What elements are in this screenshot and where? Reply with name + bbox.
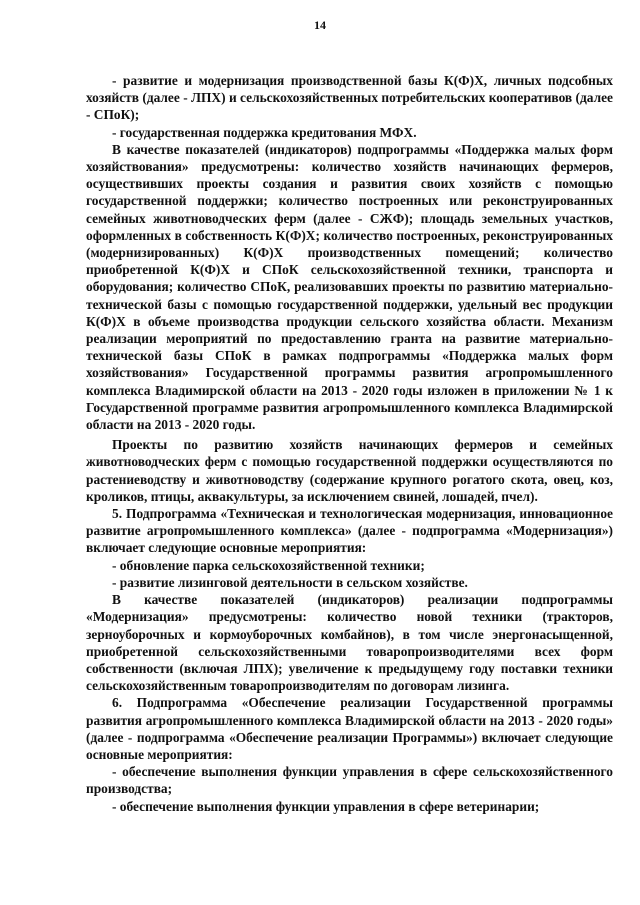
paragraph: - обеспечение выполнения функции управления в сфере сельскохозяйственного производства;: [86, 764, 613, 797]
document-body: [86, 72, 613, 815]
paragraph: В качестве показателей (индикаторов) реализации подпрограммы «Модернизация» предусмотрены: количество новой техники (тракторов, зерноуборочных и кормоуборочных комбайнов), в том числе энергонасыщенной, приобретенной сельскохозяйственными товаропроизводителями всех форм собственности (включая ЛПХ); увеличение к предыдущему году поставки техники сельскохозяйственным товаропроизводителям по договорам лизинга.: [86, 592, 613, 694]
paragraph: 5. Подпрограмма «Техническая и технологическая модернизация, инновационное развитие агропромышленного комплекса» (далее - подпрограмма «Модернизация») включает следующие основные мероприятия:: [86, 506, 613, 556]
paragraph: - государственная поддержка кредитования МФХ.: [112, 124, 417, 140]
paragraph: В качестве показателей (индикаторов) подпрограммы «Поддержка малых форм хозяйствования» предусмотрены: количество хозяйств начинающих фермеров, осуществивших проекты создания и развития своих хозяйств с помощью государственной поддержки; количество построенных или реконструированных семейных животноводческих ферм (далее - СЖФ); площадь земельных участков, оформленных в собственность К(Ф)Х; количество построенных, реконструированных (модернизированных) К(Ф)Х производственных помещений; количество приобретенной К(Ф)Х и СПоК сельскохозяйственной техники, транспорта и оборудования; количество СПоК, реализовавших проекты по развитию материально-технической базы с помощью государственной поддержки, удельный вес продукции К(Ф)Х в объеме производства продукции сельского хозяйства области. Механизм реализации мероприятий по предоставлению гранта на развитие материально-технической базы СПоК в рамках подпрограммы «Поддержка малых форм хозяйствования» Государственной программы развития агропромышленного комплекса Владимирской области на 2013 - 2020 годы изложен в приложении № 1 к Государственной программе развития агропромышленного комплекса Владимирской области на 2013 - 2020 годы.: [86, 141, 613, 433]
paragraph: 6. Подпрограмма «Обеспечение реализации Государственной программы развития агропромышленного комплекса Владимирской области на 2013 - 2020 годы» (далее - подпрограмма «Обеспечение реализации Программы») включает следующие основные мероприятия:: [86, 695, 613, 762]
page-number: 14: [314, 18, 326, 32]
paragraph: - развитие и модернизация производственной базы К(Ф)Х, личных подсобных хозяйств (далее - ЛПХ) и сельскохозяйственных потребительских кооперативов (далее - СПоК);: [86, 73, 613, 123]
paragraph: - развитие лизинговой деятельности в сельском хозяйстве.: [112, 574, 468, 590]
paragraph: - обеспечение выполнения функции управления в сфере ветеринарии;: [112, 798, 540, 814]
paragraph: - обновление парка сельскохозяйственной техники;: [112, 557, 425, 573]
paragraph: Проекты по развитию хозяйств начинающих фермеров и семейных животноводческих ферм с помощью государственной поддержки осуществляются по растениеводству и животноводству (содержание крупного рогатого скота, овец, коз, кроликов, птицы, аквакультуры, за исключением свиней, лошадей, пчел).: [86, 437, 613, 504]
